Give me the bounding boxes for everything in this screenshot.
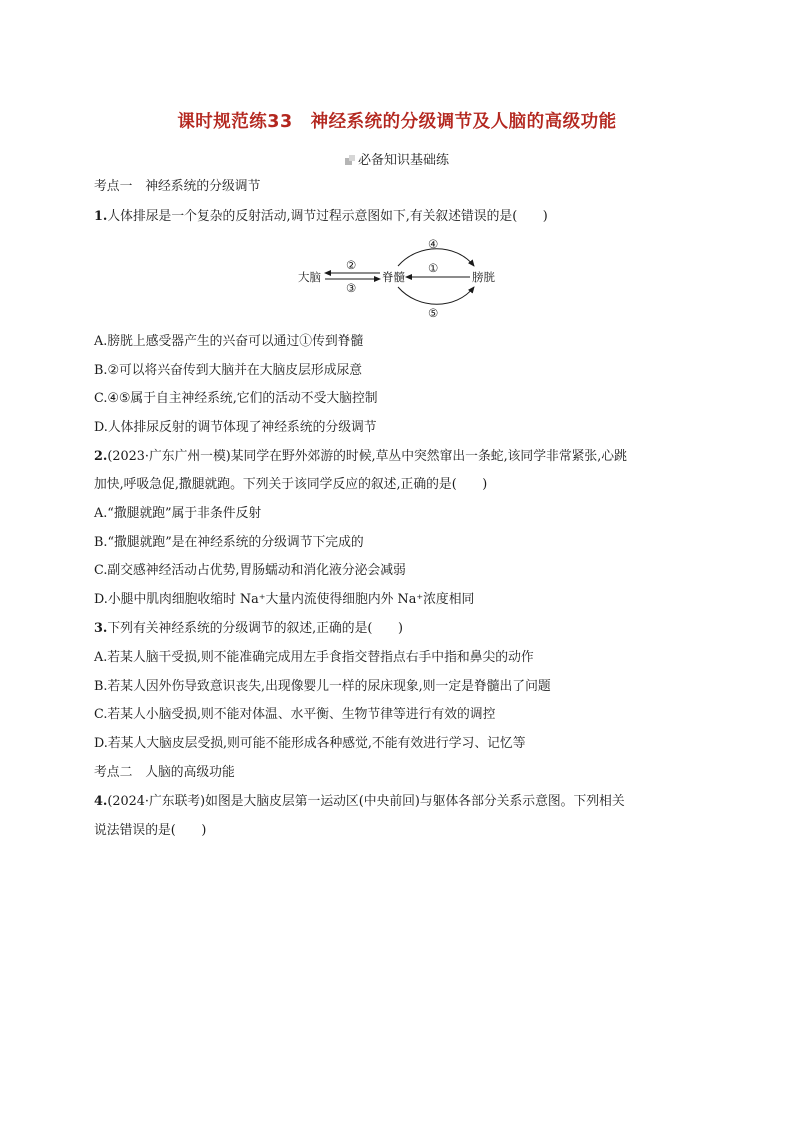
question-3-option-c: C.若某人小脑受损,则不能对体温、水平衡、生物节律等进行有效的调控 bbox=[94, 707, 496, 722]
question-number: 3. bbox=[94, 621, 108, 636]
question-4-stem-line-1 bbox=[94, 793, 700, 811]
question-text: (2024·广东联考)如图是大脑皮层第一运动区(中央前回)与躯体各部分关系示意图。下列相关 bbox=[107, 794, 625, 809]
question-number: 2. bbox=[94, 449, 108, 464]
question-1-stem bbox=[94, 208, 700, 226]
question-text: 下列有关神经系统的分级调节的叙述,正确的是( ) bbox=[107, 621, 403, 636]
section-subtitle bbox=[0, 149, 794, 168]
question-number: 1. bbox=[94, 209, 108, 224]
question-4-stem-line-2: 说法错误的是( ) bbox=[94, 823, 207, 838]
question-1-option-c: C.④⑤属于自主神经系统,它们的活动不受大脑控制 bbox=[94, 391, 378, 406]
label-n4: ④ bbox=[428, 237, 439, 251]
label-n2: ② bbox=[346, 258, 357, 272]
question-number: 4. bbox=[94, 794, 108, 809]
question-1-option-b: B.②可以将兴奋传到大脑并在大脑皮层形成尿意 bbox=[94, 363, 363, 378]
question-3-option-d: D.若某人大脑皮层受损,则可能不能形成各种感觉,不能有效进行学习、记忆等 bbox=[94, 736, 526, 751]
section-heading-one: 考点一 神经系统的分级调节 bbox=[94, 179, 261, 194]
urination-reflex-diagram bbox=[288, 234, 508, 324]
question-2-stem-line-1 bbox=[94, 448, 700, 466]
label-spinal-cord: 脊髓 bbox=[382, 270, 405, 284]
arrow-5-to-bladder bbox=[398, 287, 474, 304]
page-title: 课时规范练33 神经系统的分级调节及人脑的高级功能 bbox=[177, 112, 617, 132]
question-2-stem-line-2: 加快,呼吸急促,撒腿就跑。下列关于该同学反应的叙述,正确的是( ) bbox=[94, 477, 488, 492]
subtitle-text: 必备知识基础练 bbox=[357, 153, 449, 168]
label-bladder: 膀胱 bbox=[472, 270, 495, 284]
question-1-option-d: D.人体排尿反射的调节体现了神经系统的分级调节 bbox=[94, 420, 377, 435]
question-2-option-c: C.副交感神经活动占优势,胃肠蠕动和消化液分泌会减弱 bbox=[94, 563, 406, 578]
question-text: 人体排尿是一个复杂的反射活动,调节过程示意图如下,有关叙述错误的是( ) bbox=[107, 209, 548, 224]
question-3-option-b: B.若某人因外伤导致意识丧失,出现像婴儿一样的尿床现象,则一定是脊髓出了问题 bbox=[94, 679, 551, 694]
label-brain: 大脑 bbox=[298, 270, 321, 284]
tag-icon bbox=[345, 155, 356, 165]
question-2-option-a: A.“撒腿就跑”属于非条件反射 bbox=[94, 506, 262, 521]
label-n3: ③ bbox=[346, 281, 357, 295]
question-3-stem bbox=[94, 620, 700, 638]
label-n5: ⑤ bbox=[428, 306, 439, 320]
question-2-option-b: B.“撒腿就跑”是在神经系统的分级调节下完成的 bbox=[94, 535, 364, 550]
question-1-option-a: A.膀胱上感受器产生的兴奋可以通过①传到脊髓 bbox=[94, 334, 364, 349]
question-3-option-a: A.若某人脑干受损,则不能准确完成用左手食指交替指点右手中指和鼻尖的动作 bbox=[94, 650, 534, 665]
section-heading-two: 考点二 人脑的高级功能 bbox=[94, 765, 235, 780]
question-2-option-d: D.小腿中肌肉细胞收缩时 Na⁺大量内流使得细胞内外 Na⁺浓度相同 bbox=[94, 592, 475, 607]
question-text: (2023·广东广州一模)某同学在野外郊游的时候,草丛中突然窜出一条蛇,该同学非常紧张,心跳 bbox=[107, 449, 627, 464]
label-n1: ① bbox=[428, 261, 439, 275]
